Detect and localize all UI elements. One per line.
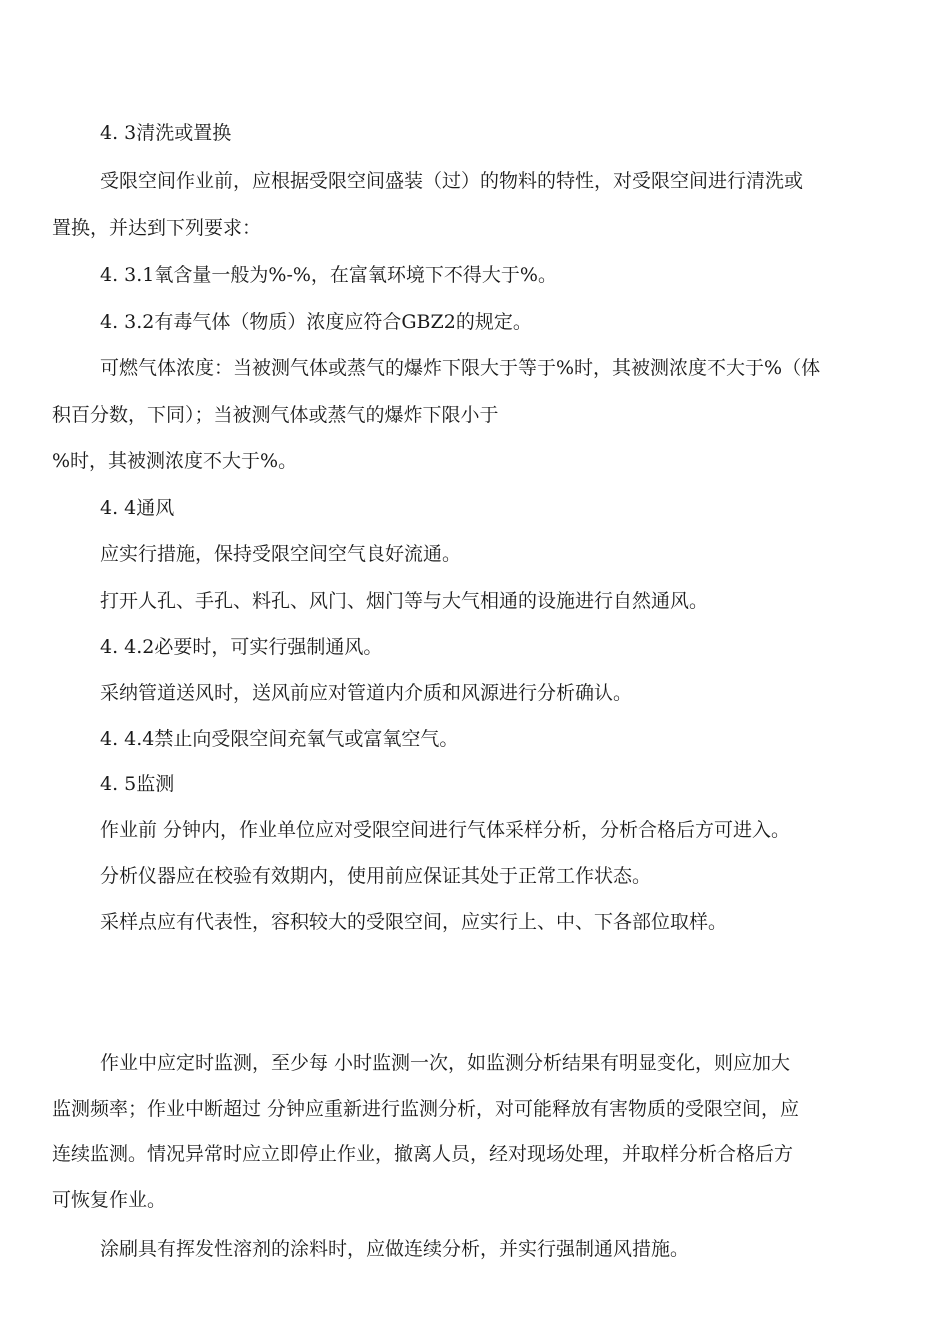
clause-4-3-1: 4. 3.1氧含量一般为%-%，在富氧环境下不得大于%。 xyxy=(100,264,557,286)
paragraph-line: 作业前 分钟内，作业单位应对受限空间进行气体采样分析，分析合格后方可进入。 xyxy=(100,819,791,841)
paragraph-line: 采样点应有代表性，容积较大的受限空间，应实行上、中、下各部位取样。 xyxy=(100,911,728,933)
paragraph-line: 作业中应定时监测，至少每 小时监测一次，如监测分析结果有明显变化，则应加大 xyxy=(100,1052,791,1074)
paragraph-line: 可恢复作业。 xyxy=(52,1189,167,1211)
section-heading-4-4: 4. 4通风 xyxy=(100,497,175,519)
paragraph-line: %时，其被测浓度不大于%。 xyxy=(52,450,298,472)
paragraph-line: 涂刷具有挥发性溶剂的涂料时，应做连续分析，并实行强制通风措施。 xyxy=(100,1238,690,1260)
paragraph-line: 监测频率；作业中断超过 分钟应重新进行监测分析，对可能释放有害物质的受限空间，应 xyxy=(52,1098,800,1120)
clause-4-3-2: 4. 3.2有毒气体（物质）浓度应符合GBZ2的规定。 xyxy=(100,311,532,333)
paragraph-line: 积百分数，下同）；当被测气体或蒸气的爆炸下限小于 xyxy=(52,404,499,426)
clause-4-4-4: 4. 4.4禁止向受限空间充氧气或富氧空气。 xyxy=(100,728,459,750)
paragraph-line: 采纳管道送风时，送风前应对管道内介质和风源进行分析确认。 xyxy=(100,682,633,704)
paragraph-line: 分析仪器应在校验有效期内，使用前应保证其处于正常工作状态。 xyxy=(100,865,652,887)
paragraph-line: 置换，并达到下列要求： xyxy=(52,217,262,239)
section-heading-4-5: 4. 5监测 xyxy=(100,773,175,795)
paragraph-line: 受限空间作业前，应根据受限空间盛装（过）的物料的特性，对受限空间进行清洗或 xyxy=(100,170,804,192)
clause-4-4-2: 4. 4.2必要时，可实行强制通风。 xyxy=(100,636,383,658)
paragraph-line: 连续监测。情况异常时应立即停止作业，撤离人员，经对现场处理，并取样分析合格后方 xyxy=(52,1143,794,1165)
paragraph-line: 打开人孔、手孔、料孔、风门、烟门等与大气相通的设施进行自然通风。 xyxy=(100,590,709,612)
section-heading-4-3: 4. 3清洗或置换 xyxy=(100,122,232,144)
paragraph-line: 应实行措施，保持受限空间空气良好流通。 xyxy=(100,543,462,565)
paragraph-line: 可燃气体浓度：当被测气体或蒸气的爆炸下限大于等于%时，其被测浓度不大于%（体 xyxy=(100,357,821,379)
